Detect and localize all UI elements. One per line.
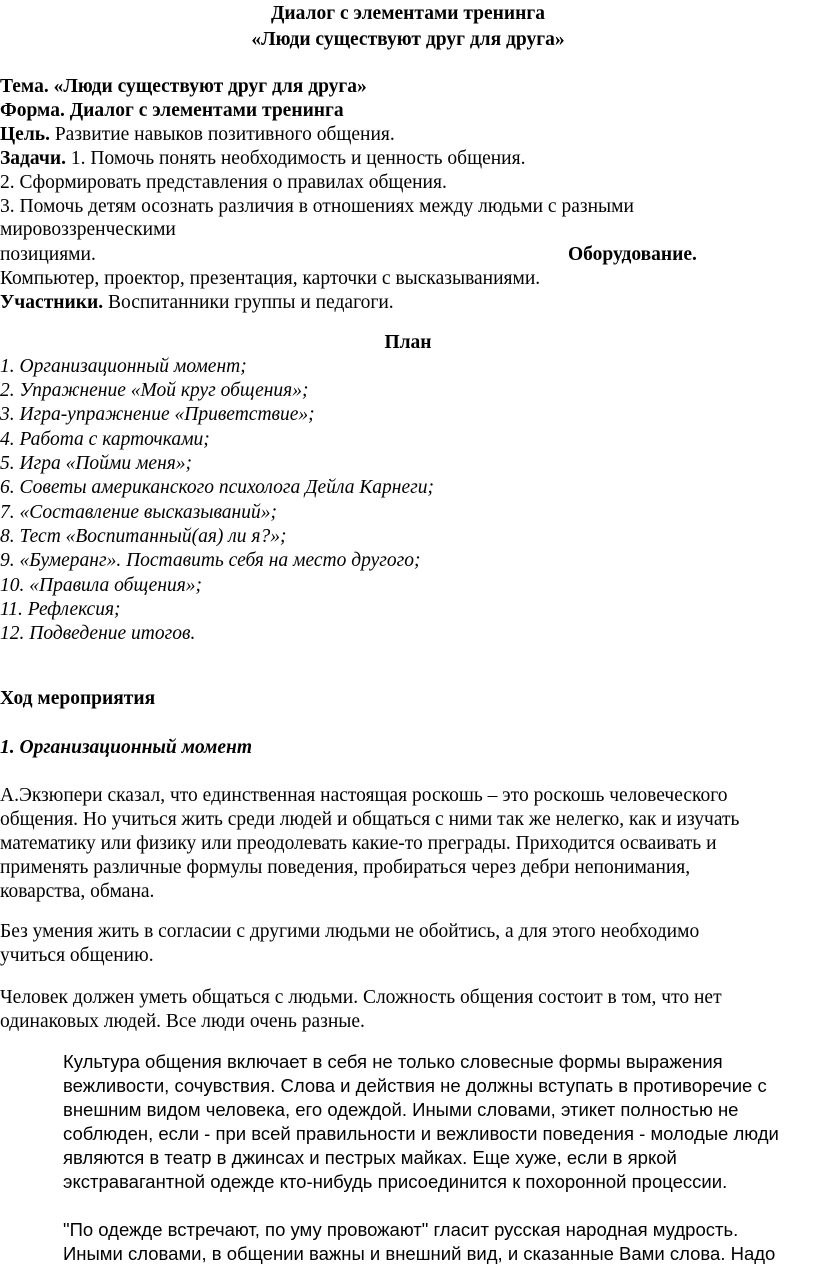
quote-line: экстравагантной одежде кто-нибудь присоединится к похоронной процессии. bbox=[63, 1171, 728, 1192]
quote-line: вежливости, сочувствия. Слова и действия не должны вступать в противоречие с bbox=[63, 1075, 767, 1096]
zadachi-item-3-cont: мировоззренческими bbox=[0, 219, 176, 240]
quote-line: внешним видом человека, его одеждой. Иными словами, этикет полностью не bbox=[63, 1099, 739, 1120]
plan-item: 4. Работа с карточками; bbox=[0, 429, 210, 450]
equipment-label: Оборудование. bbox=[568, 244, 697, 265]
doc-title-line1: Диалог с элементами тренинга bbox=[271, 3, 545, 24]
paragraph-line: одинаковых людей. Все люди очень разные. bbox=[0, 1011, 365, 1032]
zadachi-item-2: 2. Сформировать представления о правилах общения. bbox=[0, 172, 447, 193]
paragraph-line: Без умения жить в согласии с другими людьми не обойтись, а для этого необходимо bbox=[0, 921, 700, 942]
cel-text: Развитие навыков позитивного общения. bbox=[49, 124, 395, 145]
zadachi-line bbox=[0, 147, 525, 171]
doc-title-line2: «Люди существуют друг для друга» bbox=[251, 29, 565, 50]
zadachi-item-3-end: позициями. bbox=[0, 244, 96, 265]
course-heading: Ход мероприятия bbox=[0, 688, 156, 709]
participants-line bbox=[0, 291, 394, 315]
plan-title: План bbox=[384, 332, 432, 353]
quote-line: "По одежде встречают, по уму провожают" гласит русская народная мудрость. bbox=[63, 1219, 739, 1240]
participants-label: Участники. bbox=[0, 292, 104, 313]
zadachi-label: Задачи. bbox=[0, 148, 66, 169]
participants-text: Воспитанники группы и педагоги. bbox=[103, 292, 394, 313]
zadachi-item-1: 1. Помочь понять необходимость и ценность общения. bbox=[65, 148, 526, 169]
plan-item: 11. Рефлексия; bbox=[0, 599, 121, 620]
zadachi-item-3: 3. Помочь детям осознать различия в отношениях между людьми с разными bbox=[0, 196, 634, 217]
section-1-heading: 1. Организационный момент bbox=[0, 737, 253, 758]
plan-item: 8. Тест «Воспитанный(ая) ли я?»; bbox=[0, 526, 287, 547]
plan-item: 1. Организационный момент; bbox=[0, 356, 247, 377]
paragraph-line: коварства, обмана. bbox=[0, 881, 155, 902]
cel-label: Цель. bbox=[0, 124, 50, 145]
plan-item: 3. Игра-упражнение «Приветствие»; bbox=[0, 404, 315, 425]
paragraph-line: Человек должен уметь общаться с людьми. Сложность общения состоит в том, что нет bbox=[0, 987, 722, 1008]
plan-item: 2. Упражнение «Мой круг общения»; bbox=[0, 380, 309, 401]
equipment-text: Компьютер, проектор, презентация, карточки с высказываниями. bbox=[0, 268, 541, 289]
paragraph-line: математику или физику или преодолевать какие-то преграды. Приходится осваивать и bbox=[0, 833, 717, 854]
paragraph-line: учиться общению. bbox=[0, 945, 154, 966]
plan-item: 6. Советы американского психолога Дейла Карнеги; bbox=[0, 477, 434, 498]
paragraph-line: общения. Но учиться жить среди людей и общаться с ними так же нелегко, как и изучать bbox=[0, 809, 740, 830]
tema-line: Тема. «Люди существуют друг для друга» bbox=[0, 76, 367, 97]
plan-item: 10. «Правила общения»; bbox=[0, 575, 203, 596]
paragraph-line: применять различные формулы поведения, пробираться через дебри непонимания, bbox=[0, 857, 691, 878]
plan-item: 5. Игра «Пойми меня»; bbox=[0, 453, 193, 474]
quote-line: соблюден, если - при всей правильности и вежливости поведения - молодые люди bbox=[63, 1123, 779, 1144]
plan-item: 7. «Составление высказываний»; bbox=[0, 502, 277, 523]
plan-item: 9. «Бумеранг». Поставить себя на место другого; bbox=[0, 550, 421, 571]
quote-line: являются в театр в джинсах и пестрых майках. Еще хуже, если в яркой bbox=[63, 1147, 677, 1168]
quote-line: Культура общения включает в себя не только словесные формы выражения bbox=[63, 1051, 723, 1072]
forma-line: Форма. Диалог с элементами тренинга bbox=[0, 100, 344, 121]
cel-line bbox=[0, 123, 395, 147]
paragraph-line: А.Экзюпери сказал, что единственная настоящая роскошь – это роскошь человеческого bbox=[0, 785, 728, 806]
quote-line: Иными словами, в общении важны и внешний вид, и сказанные Вами слова. Надо bbox=[63, 1243, 776, 1264]
plan-item: 12. Подведение итогов. bbox=[0, 623, 196, 644]
